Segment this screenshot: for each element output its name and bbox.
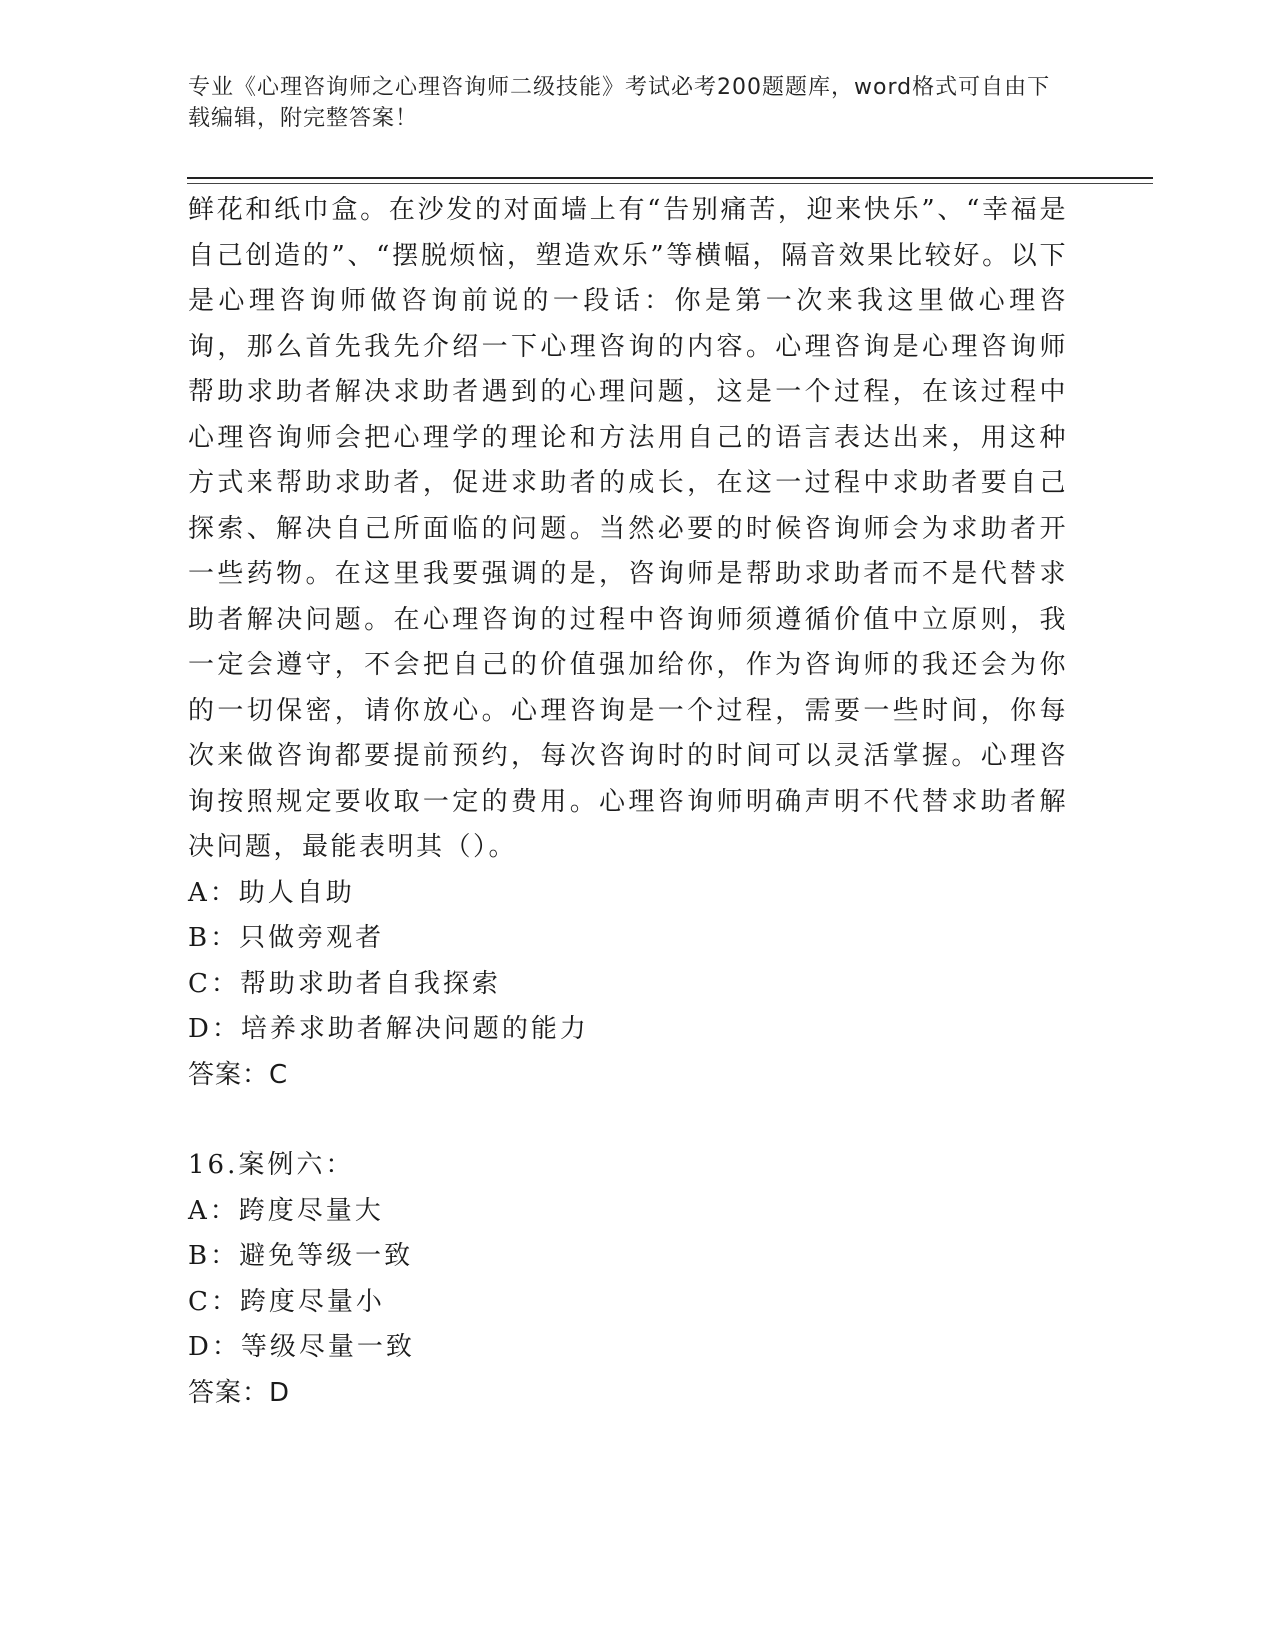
document-header: 专业《心理咨询师之心理咨询师二级技能》考试必考200题题库，word格式可自由下载编辑，附完整答案！ <box>188 75 1051 131</box>
option-d: D：培养求助者解决问题的能力 <box>188 1014 589 1044</box>
answer-line: 答案：D <box>188 1377 291 1408</box>
header-divider-thin <box>187 183 1153 184</box>
option-c: C：帮助求助者自我探索 <box>188 968 501 999</box>
option-a: A：助人自助 <box>188 877 355 908</box>
question-15 <box>188 188 1068 1098</box>
option-b: B：只做旁观者 <box>188 923 385 953</box>
option-a: A：跨度尽量大 <box>188 1195 384 1226</box>
option-c: C：跨度尽量小 <box>188 1286 385 1317</box>
document-body <box>188 188 1068 1416</box>
question-16 <box>188 1143 1068 1416</box>
question-spacer <box>188 1098 1068 1143</box>
question-title: 16.案例六： <box>188 1150 355 1180</box>
answer-line: 答案：C <box>188 1059 289 1090</box>
question-stem: 鲜花和纸巾盒。在沙发的对面墙上有“告别痛苦，迎来快乐”、“幸福是自己创造的”、“摆脱烦恼，塑造欢乐”等横幅，隔音效果比较好。以下是心理咨询师做咨询前说的一段话：你是第一次来我这里做心理咨询，那么首先我先介绍一下心理咨询的内容。心理咨询是心理咨询师帮助求助者解决求助者遇到的心理问题，这是一个过程，在该过程中心理咨询师会把心理学的理论和方法用自己的语言表达出来，用这种方式来帮助求助者，促进求助者的成长，在这一过程中求助者要自己探索、解决自己所面临的问题。当然必要的时候咨询师会为求助者开一些药物。在这里我要强调的是，咨询师是帮助求助者而不是代替求助者解决问题。在心理咨询的过程中咨询师须遵循价值中立原则，我一定会遵守，不会把自己的价值强加给你，作为咨询师的我还会为你的一切保密，请你放心。心理咨询是一个过程，需要一些时间，你每次来做咨询都要提前预约，每次咨询时的时间可以灵活掌握。心理咨询按照规定要收取一定的费用。心理咨询师明确声明不代替求助者解决问题，最能表明其（）。 <box>188 195 1068 862</box>
option-b: B：避免等级一致 <box>188 1241 414 1271</box>
option-d: D：等级尽量一致 <box>188 1332 415 1362</box>
header-divider-thick <box>187 177 1153 179</box>
